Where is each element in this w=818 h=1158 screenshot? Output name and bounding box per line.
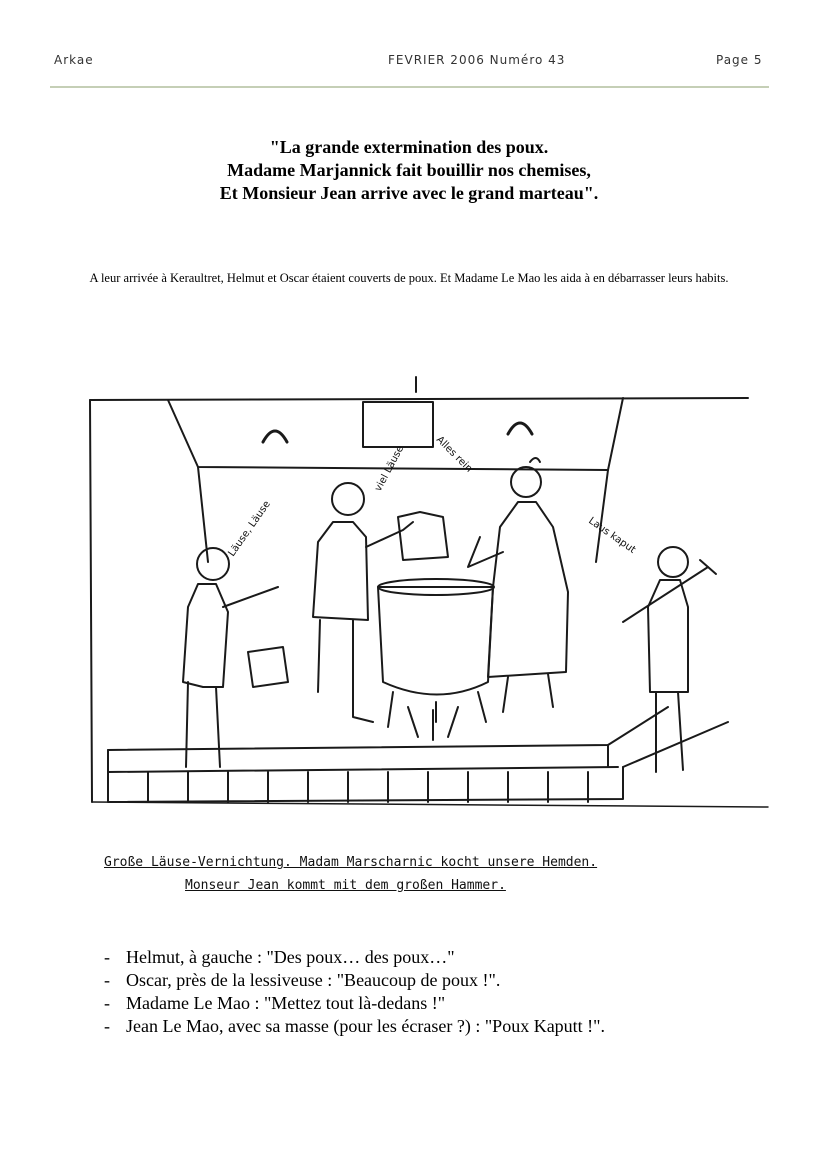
speech-bubble-jean: Laus kaput (586, 515, 638, 556)
header-left: Arkae (54, 53, 94, 67)
list-item-text: Madame Le Mao : "Mettez tout là-dedans !" (126, 993, 446, 1013)
list-item-text: Oscar, près de la lessiveuse : "Beaucoup de poux !". (126, 970, 501, 990)
speech-bubble-helmut: Läuse, Läuse (226, 499, 273, 559)
title-line-1: "La grande extermination des poux. (269, 137, 549, 157)
speech-bubble-madame: Alles rein (433, 434, 475, 475)
list-item: - Oscar, près de la lessiveuse : "Beaucoup de poux !". (104, 970, 501, 990)
cartoon-drawing (48, 362, 770, 918)
intro-paragraph: A leur arrivée à Keraultret, Helmut et Oscar étaient couverts de poux. Et Madame Le Mao les aida à en débarrasser leurs habits. (89, 271, 729, 285)
list-item: - Jean Le Mao, avec sa masse (pour les écraser ?) : "Poux Kaputt !". (104, 1016, 606, 1036)
header-page-number: Page 5 (716, 53, 763, 67)
quote-list (104, 946, 605, 1038)
list-item: - Helmut, à gauche : "Des poux… des poux…" (104, 947, 455, 967)
title-line-3: Et Monsieur Jean arrive avec le grand marteau". (219, 183, 599, 203)
title-line-2: Madame Marjannick fait bouillir nos chemises, (227, 160, 591, 180)
list-item: - Madame Le Mao : "Mettez tout là-dedans !" (104, 993, 446, 1013)
drawing-caption-line-2: Monseur Jean kommt mit dem großen Hammer. (185, 878, 506, 893)
header-divider (50, 86, 769, 88)
list-item-text: Jean Le Mao, avec sa masse (pour les écraser ?) : "Poux Kaputt !". (126, 1016, 606, 1036)
drawing-caption-line-1: Große Läuse-Vernichtung. Madam Marscharnic kocht unsere Hemden. (104, 855, 598, 870)
list-item-text: Helmut, à gauche : "Des poux… des poux…" (126, 947, 455, 967)
header-center: FEVRIER 2006 Numéro 43 (388, 53, 566, 67)
speech-bubble-oscar: viel Läuse (372, 443, 407, 494)
